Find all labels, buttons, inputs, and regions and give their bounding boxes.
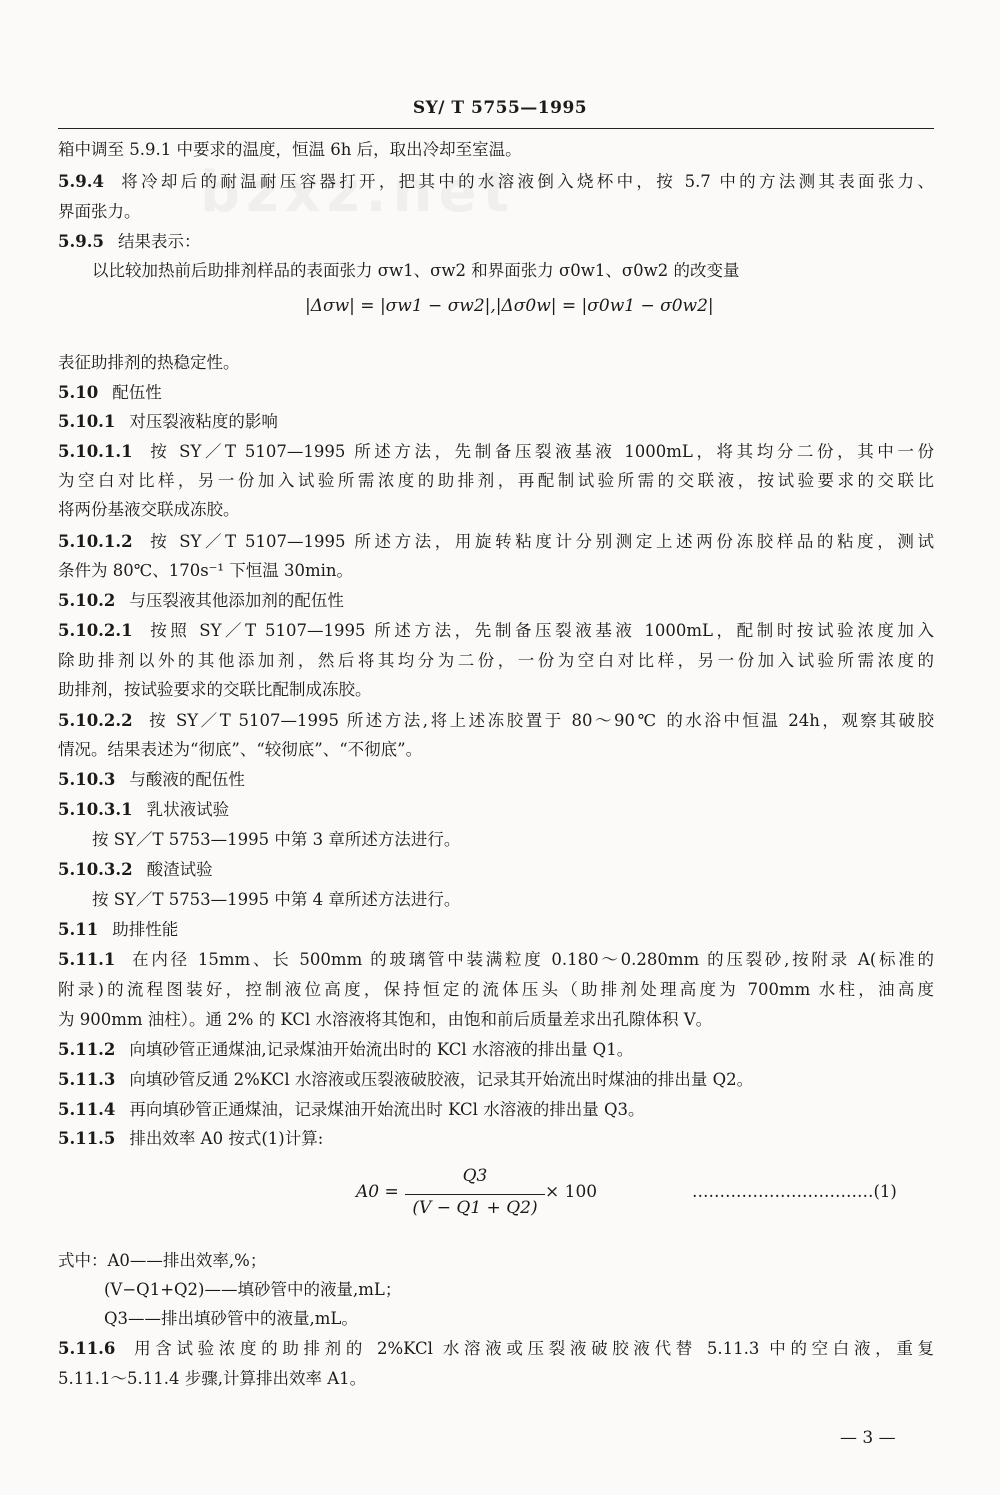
text-line: 5.11.3 向填砂管反通 2%KCl 水溶液或压裂液破胶液，记录其开始流出时煤油的排出量 Q2。 bbox=[58, 1070, 754, 1089]
text-line: 5.9.5 结果表示： bbox=[58, 232, 201, 251]
text-line: 附录)的流程图装好，控制液位高度，保持恒定的流体压头（助排剂处理高度为 700mm 水柱，油高度 bbox=[58, 980, 934, 999]
text-line: 5.10 配伍性 bbox=[58, 383, 162, 402]
text-line: 助排剂，按试验要求的交联比配制成冻胶。 bbox=[58, 680, 372, 699]
section-number: 5.10.1.2 bbox=[58, 532, 133, 551]
header-rule bbox=[58, 128, 934, 129]
text-line: 5.10.1.2 按 SY／T 5107—1995 所述方法，用旋转粘度计分别测定上述两份冻胶样品的粘度，测试 bbox=[58, 532, 934, 551]
text-line: 箱中调至 5.9.1 中要求的温度，恒温 6h 后，取出冷却至室温。 bbox=[58, 140, 522, 159]
section-number: 5.10.2.1 bbox=[58, 621, 133, 640]
text-line: 5.10.3.2 酸渣试验 bbox=[58, 860, 213, 879]
section-number: 5.10.3 bbox=[58, 770, 116, 789]
section-number: 5.11 bbox=[58, 920, 99, 939]
section-number: 5.11.3 bbox=[58, 1070, 116, 1089]
text-line: 按 SY／T 5753—1995 中第 3 章所述方法进行。 bbox=[92, 830, 461, 849]
formula-numerator: Q3 bbox=[462, 1166, 488, 1186]
text-line: 5.10.1.1 按 SY／T 5107—1995 所述方法，先制备压裂液基液 1000mL，将其均分二份，其中一份 bbox=[58, 442, 934, 461]
text-line: 5.10.3 与酸液的配伍性 bbox=[58, 770, 245, 789]
fraction-bar bbox=[405, 1194, 545, 1195]
text-line: 5.11.4 再向填砂管正通煤油，记录煤油开始流出时 KCl 水溶液的排出量 Q3。 bbox=[58, 1100, 645, 1119]
text-line: 5.11 助排性能 bbox=[58, 920, 179, 939]
text-line: 按 SY／T 5753—1995 中第 4 章所述方法进行。 bbox=[92, 890, 461, 909]
text-line: 为 900mm 油柱）。通 2% 的 KCl 水溶液将其饱和，由饱和前后质量差求出孔隙体积 V。 bbox=[58, 1010, 713, 1029]
section-number: 5.10 bbox=[58, 383, 99, 402]
section-number: 5.11.6 bbox=[58, 1339, 116, 1358]
text-line: Q3——排出填砂管中的液量,mL。 bbox=[104, 1309, 358, 1328]
formula-factor: × 100 bbox=[545, 1182, 598, 1202]
text-line: 5.11.2 向填砂管正通煤油,记录煤油开始流出时的 KCl 水溶液的排出量 Q1。 bbox=[58, 1040, 634, 1059]
formula-denominator: (V − Q1 + Q2) bbox=[412, 1198, 538, 1218]
text-line: (V−Q1+Q2)——填砂管中的液量,mL； bbox=[104, 1280, 402, 1299]
text-line: 5.10.2 与压裂液其他添加剂的配伍性 bbox=[58, 591, 344, 610]
text-line: 5.10.2.1 按照 SY／T 5107—1995 所述方法，先制备压裂液基液 1000mL，配制时按试验浓度加入 bbox=[58, 621, 934, 640]
page-number: — 3 — bbox=[840, 1428, 896, 1448]
text-line: 5.11.6 用含试验浓度的助排剂的 2%KCl 水溶液或压裂液破胶液代替 5.11.3 中的空白液，重复 bbox=[58, 1339, 935, 1358]
formula-change: |Δσw| = |σw1 − σw2|,|Δσ0w| = |σ0w1 − σ0w2| bbox=[305, 296, 714, 316]
text-line: 将两份基液交联成冻胶。 bbox=[58, 500, 240, 519]
equation-number: ……………………………(1) bbox=[692, 1182, 897, 1201]
text-line: 以比较加热前后助排剂样品的表面张力 σw1、σw2 和界面张力 σ0w1、σ0w2 的改变量 bbox=[92, 261, 740, 280]
section-number: 5.10.2 bbox=[58, 591, 116, 610]
text-line: 式中：A0——排出效率,%； bbox=[58, 1251, 267, 1270]
text-line: 5.9.4 将冷却后的耐温耐压容器打开，把其中的水溶液倒入烧杯中，按 5.7 中的方法测其表面张力、 bbox=[58, 172, 934, 191]
text-line: 界面张力。 bbox=[58, 202, 141, 221]
section-number: 5.10.1 bbox=[58, 412, 116, 431]
text-line: 情况。结果表述为“彻底”、“较彻底”、“不彻底”。 bbox=[58, 740, 423, 759]
section-number: 5.10.1.1 bbox=[58, 442, 133, 461]
page-header: SY/ T 5755—1995 bbox=[412, 98, 588, 118]
section-number: 5.10.2.2 bbox=[58, 711, 133, 730]
text-line: 5.10.1 对压裂液粘度的影响 bbox=[58, 412, 278, 431]
section-number: 5.10.3.1 bbox=[58, 800, 133, 819]
section-number: 5.9.5 bbox=[58, 232, 104, 251]
text-line: 条件为 80℃、170s⁻¹ 下恒温 30min。 bbox=[58, 561, 354, 580]
text-line: 除助排剂以外的其他添加剂，然后将其均分为二份，一份为空白对比样，另一份加入试验所需浓度的 bbox=[58, 651, 934, 670]
text-line: 5.11.1 在内径 15mm、长 500mm 的玻璃管中装满粒度 0.180～0.280mm 的压裂砂,按附录 A(标准的 bbox=[58, 950, 934, 969]
text-line: 5.10.2.2 按 SY／T 5107—1995 所述方法,将上述冻胶置于 80～90℃ 的水浴中恒温 24h，观察其破胶 bbox=[58, 711, 934, 730]
text-line: 表征助排剂的热稳定性。 bbox=[58, 353, 240, 372]
text-line: 为空白对比样，另一份加入试验所需浓度的助排剂，再配制试验所需的交联液，按试验要求的交联比 bbox=[58, 471, 934, 490]
section-number: 5.11.5 bbox=[58, 1129, 116, 1148]
formula-lhs: A0 = bbox=[356, 1182, 399, 1202]
section-number: 5.10.3.2 bbox=[58, 860, 133, 879]
section-number: 5.11.2 bbox=[58, 1040, 116, 1059]
section-number: 5.11.4 bbox=[58, 1100, 116, 1119]
text-line: 5.11.5 排出效率 A0 按式(1)计算: bbox=[58, 1129, 324, 1148]
text-line: 5.10.3.1 乳状液试验 bbox=[58, 800, 230, 819]
section-number: 5.9.4 bbox=[58, 172, 104, 191]
section-number: 5.11.1 bbox=[58, 950, 116, 969]
text-line: 5.11.1～5.11.4 步骤,计算排出效率 A1。 bbox=[58, 1369, 367, 1388]
